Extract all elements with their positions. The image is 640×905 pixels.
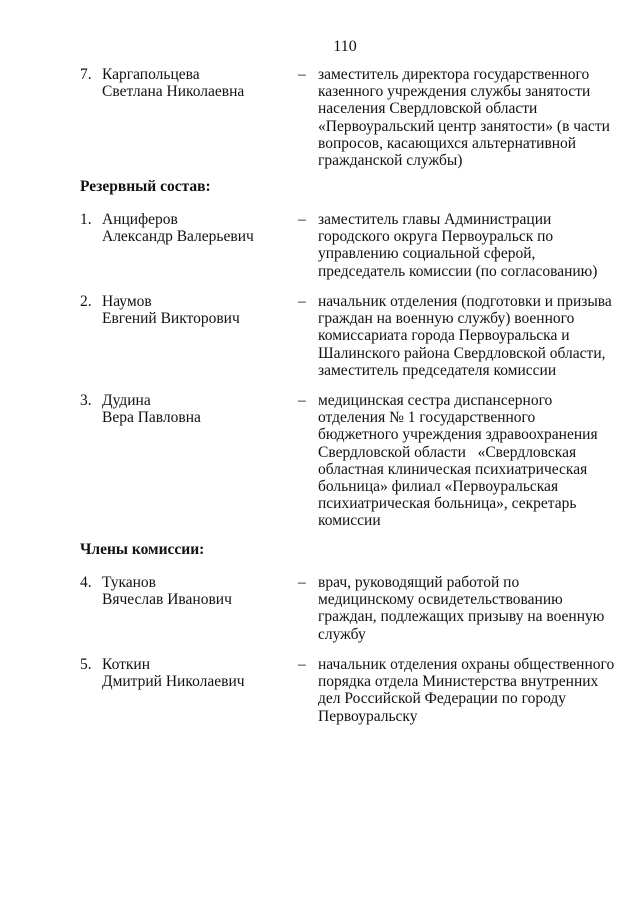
item-number: 5. [80, 656, 92, 673]
description-line: населения Свердловской области [318, 100, 538, 118]
given-names: Вера Павловна [102, 409, 201, 427]
position-description [318, 574, 618, 643]
surname: Каргапольцева [102, 66, 200, 83]
person-name [102, 392, 292, 426]
position-description [318, 392, 618, 530]
description-line: медицинская сестра диспансерного [318, 392, 553, 409]
description-line: службу [318, 625, 366, 643]
description-line: заместитель директора государственного [318, 66, 590, 83]
description-line: комиссии [318, 512, 381, 530]
description-line: врач, руководящий работой по [318, 574, 520, 591]
description-line: начальник отделения (подготовки и призыва [318, 293, 612, 310]
description-line: заместитель главы Администрации [318, 211, 552, 228]
members-heading: Члены комиссии: [80, 541, 205, 558]
description-line: отделения № 1 государственного [318, 409, 536, 427]
given-names: Александр Валерьевич [102, 228, 254, 246]
description-line: больница» филиал «Первоуральская [318, 478, 559, 496]
dash: – [298, 656, 306, 673]
description-line: бюджетного учреждения здравоохранения [318, 426, 598, 444]
description-line: заместитель председателя комиссии [318, 361, 557, 379]
description-line: Шалинского района Свердловской области, [318, 344, 606, 362]
dash: – [298, 66, 306, 83]
description-line: областная клиническая психиатрическая [318, 460, 588, 478]
description-line: городского округа Первоуральск по [318, 228, 554, 246]
given-names: Светлана Николаевна [102, 83, 245, 101]
dash: – [298, 211, 306, 228]
position-description [318, 66, 618, 169]
dash: – [298, 392, 306, 409]
surname: Дудина [102, 392, 151, 409]
description-line: Первоуральску [318, 707, 418, 725]
position-description [318, 293, 618, 379]
dash: – [298, 293, 306, 310]
description-line: председатель комиссии (по согласованию) [318, 262, 598, 280]
position-description [318, 656, 618, 725]
person-name [102, 211, 292, 245]
description-line: граждан, подлежащих призыву на военную [318, 608, 605, 626]
description-line: психиатрическая больница», секретарь [318, 495, 577, 513]
item-number: 2. [80, 293, 92, 310]
reserve-heading: Резервный состав: [80, 178, 211, 195]
description-line: казенного учреждения службы занятости [318, 83, 591, 101]
item-number: 3. [80, 392, 92, 409]
description-line: начальник отделения охраны общественного [318, 656, 615, 673]
description-line: управлению социальной сферой, [318, 245, 536, 263]
person-name [102, 293, 292, 327]
description-line: порядка отдела Министерства внутренних [318, 673, 599, 691]
person-name [102, 656, 292, 690]
given-names: Дмитрий Николаевич [102, 673, 245, 691]
description-line: медицинскому освидетельствованию [318, 591, 563, 609]
given-names: Евгений Викторович [102, 310, 240, 328]
surname: Коткин [102, 656, 151, 673]
description-line: граждан на военную службу) военного [318, 310, 575, 328]
description-line: «Первоуральский центр занятости» (в части [318, 117, 610, 135]
description-line: Свердловской области «Свердловская [318, 443, 577, 461]
page-number: 110 [333, 38, 357, 55]
item-number: 1. [80, 211, 92, 228]
description-line: комиссариата города Первоуральска и [318, 327, 570, 345]
item-number: 7. [80, 66, 92, 83]
surname: Наумов [102, 293, 152, 310]
person-name [102, 574, 292, 608]
description-line: дел Российской Федерации по городу [318, 690, 567, 708]
given-names: Вячеслав Иванович [102, 591, 232, 609]
description-line: гражданской службы) [318, 152, 463, 170]
surname: Анциферов [102, 211, 178, 228]
dash: – [298, 574, 306, 591]
description-line: вопросов, касающихся альтернативной [318, 134, 577, 152]
surname: Туканов [102, 574, 156, 591]
position-description [318, 211, 618, 280]
item-number: 4. [80, 574, 92, 591]
person-name [102, 66, 292, 100]
